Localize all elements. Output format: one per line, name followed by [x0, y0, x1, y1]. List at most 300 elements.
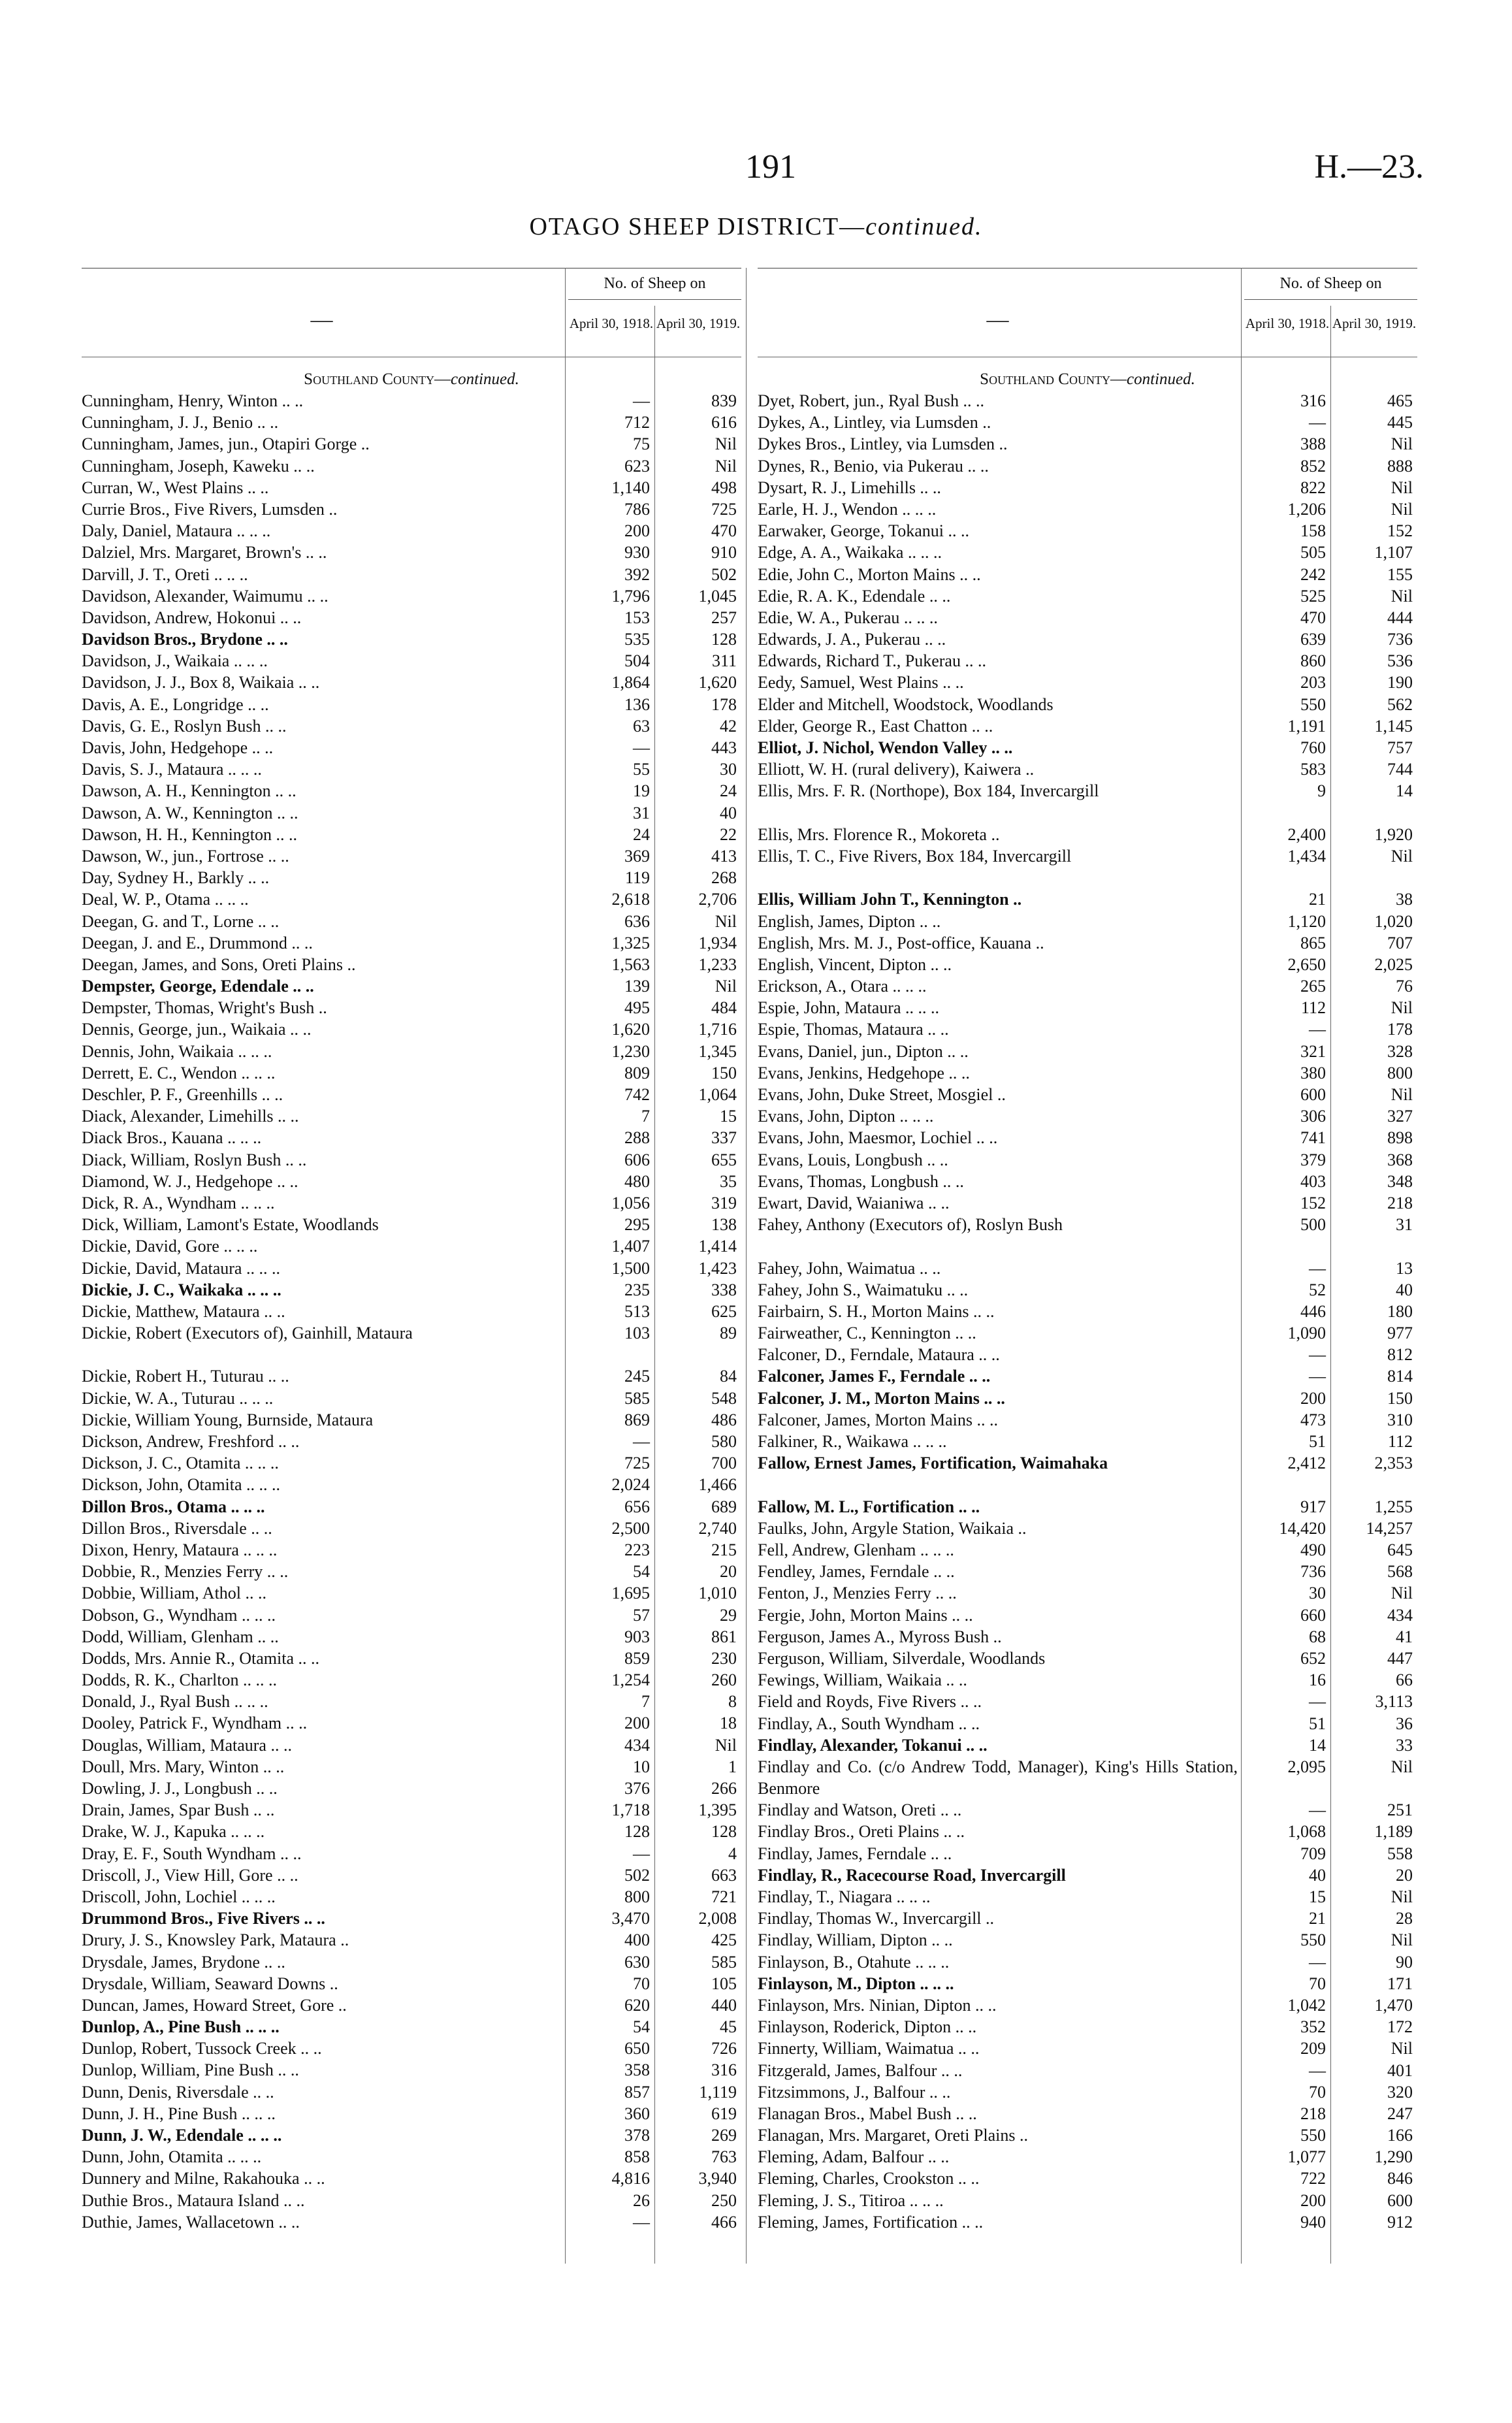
page-title — [0, 212, 1512, 241]
sheep-1919: 105 — [711, 1974, 737, 1993]
sheep-1918: 865 — [1300, 933, 1326, 952]
sheep-1919: 466 — [711, 2212, 737, 2232]
owner-name: Elliott, W. H. (rural delivery), Kaiwera .. — [758, 760, 1035, 779]
table-row — [758, 1192, 1417, 1214]
sheep-1919: 861 — [711, 1627, 737, 1646]
table-row — [758, 412, 1417, 433]
owner-name: Dykes Bros., Lintley, via Lumsden .. — [758, 434, 1008, 454]
table-row — [758, 1734, 1417, 1756]
owner-name: Espie, Thomas, Mataura .. .. — [758, 1020, 949, 1039]
table-row — [758, 1062, 1417, 1084]
page-number: 191 — [745, 148, 796, 186]
table-row — [82, 824, 741, 845]
name-column-header: — — [986, 308, 1009, 332]
sheep-1918: 473 — [1300, 1410, 1326, 1429]
sheep-1918: 736 — [1300, 1562, 1326, 1582]
sheep-1919: Nil — [1391, 1757, 1413, 1776]
sheep-1918: 2,400 — [1287, 824, 1326, 844]
sheep-1919: 619 — [711, 2104, 737, 2123]
owner-name: Fleming, Charles, Crookston .. .. — [758, 2169, 980, 2188]
sheep-1919: 445 — [1387, 413, 1413, 432]
owner-name: Dickie, J. C., Waikaka .. .. .. — [82, 1280, 281, 1299]
owner-name: Dickie, William Young, Burnside, Mataura — [82, 1410, 374, 1429]
table-row — [82, 1149, 741, 1171]
table-row — [82, 1258, 741, 1279]
sheep-1918: 112 — [1300, 998, 1326, 1018]
sheep-1918: 68 — [1309, 1627, 1326, 1646]
table-row — [758, 1713, 1417, 1734]
sheep-1919: 172 — [1387, 2017, 1413, 2037]
owner-name: Dunlop, A., Pine Bush .. .. .. — [82, 2017, 280, 2037]
sheep-1919: 251 — [1387, 1800, 1413, 1820]
table-row — [758, 694, 1417, 715]
table-row — [82, 2016, 741, 2038]
sheep-1918: 200 — [624, 1714, 650, 1733]
sheep-1919: 2,740 — [698, 1518, 737, 1538]
table-row — [82, 2211, 741, 2233]
sheep-1919: 35 — [720, 1171, 737, 1191]
table-row — [82, 1582, 741, 1604]
sheep-1919: 736 — [1387, 630, 1413, 649]
sheep-1918: 620 — [624, 1995, 650, 2015]
sheep-1919: 260 — [711, 1670, 737, 1690]
sheep-1918: 857 — [624, 2082, 650, 2102]
table-row — [82, 455, 741, 477]
sheep-1918: 245 — [624, 1367, 650, 1386]
owner-name: Evans, Daniel, jun., Dipton .. .. — [758, 1041, 969, 1061]
table-row — [82, 1994, 741, 2016]
table-row — [82, 1951, 741, 1973]
owner-name: Ferguson, William, Silverdale, Woodlands — [758, 1648, 1046, 1668]
table-row — [82, 2168, 741, 2189]
table-row — [82, 607, 741, 628]
owner-name: Dunn, J. W., Edendale .. .. .. — [82, 2126, 282, 2145]
sheep-1919: 814 — [1387, 1367, 1413, 1386]
sheep-1919: Nil — [715, 456, 737, 476]
owner-name: Findlay, Alexander, Tokanui .. .. — [758, 1735, 988, 1755]
sheep-1919: 912 — [1387, 2212, 1413, 2232]
sheep-1919: 1,045 — [698, 586, 737, 606]
table-row — [758, 455, 1417, 477]
sheep-1919: 689 — [711, 1497, 737, 1516]
sheep-1919: 178 — [711, 694, 737, 714]
sheep-1919: 443 — [711, 738, 737, 757]
table-row — [758, 2060, 1417, 2081]
table-row — [82, 888, 741, 910]
table-row — [82, 477, 741, 498]
name-column-header: — — [310, 308, 333, 332]
sheep-1919: 20 — [720, 1562, 737, 1582]
table-row — [82, 1041, 741, 1062]
sheep-1918: 288 — [624, 1128, 650, 1148]
owner-name: Dunn, J. H., Pine Bush .. .. .. — [82, 2104, 276, 2123]
sheep-1919: 3,940 — [698, 2169, 737, 2188]
table-row — [758, 2211, 1417, 2233]
table-row — [82, 1365, 741, 1387]
sheep-1918: 14,420 — [1279, 1518, 1326, 1538]
table-row — [758, 1886, 1417, 1908]
sheep-1918: 158 — [1300, 521, 1326, 541]
owner-name: Dunlop, William, Pine Bush .. .. — [82, 2060, 299, 2080]
owner-name: Dobbie, R., Menzies Ferry .. .. — [82, 1562, 289, 1582]
sheep-1918: 800 — [624, 1887, 650, 1906]
table-row — [82, 1734, 741, 1756]
owner-name: Dunn, John, Otamita .. .. .. — [82, 2147, 262, 2167]
sheep-1919: 14,257 — [1366, 1518, 1413, 1538]
sheep-1918: 223 — [624, 1540, 650, 1559]
owner-name: Dickson, J. C., Otamita .. .. .. — [82, 1454, 279, 1473]
sheep-1919: 977 — [1387, 1324, 1413, 1343]
sheep-1918: 1,077 — [1287, 2147, 1326, 2167]
sheep-1919: 2,008 — [698, 1909, 737, 1928]
table-row — [758, 997, 1417, 1018]
table-row — [758, 1929, 1417, 1951]
table-row — [758, 1669, 1417, 1691]
owner-name: English, Mrs. M. J., Post-office, Kauana .. — [758, 933, 1044, 952]
sheep-1918: 70 — [633, 1974, 650, 1993]
owner-name: Derrett, E. C., Wendon .. .. .. — [82, 1063, 276, 1082]
sheep-1919: 4 — [728, 1844, 737, 1863]
left-table-header — [82, 268, 741, 357]
sheep-1918: 1,434 — [1287, 846, 1326, 866]
sheep-1918: 786 — [624, 499, 650, 519]
table-row — [82, 1799, 741, 1821]
owner-name: Findlay and Co. (c/o Andrew Todd, Manager), King's Hills Station, Benmore — [758, 1757, 1238, 1798]
table-row — [82, 1409, 741, 1431]
owner-name: Deschler, P. F., Greenhills .. .. — [82, 1085, 283, 1104]
owner-name: Evans, Louis, Longbush .. .. — [758, 1150, 948, 1169]
sheep-1919: 548 — [711, 1388, 737, 1408]
sheep-1919: 8 — [728, 1692, 737, 1712]
sheep-1919: 319 — [711, 1193, 737, 1212]
sheep-1919: 30 — [720, 760, 737, 779]
sheep-1919: Nil — [1391, 1930, 1413, 1950]
sheep-1919: 218 — [1387, 1193, 1413, 1212]
sheep-1918: 200 — [1300, 1388, 1326, 1408]
sheep-1918: 376 — [624, 1779, 650, 1798]
sheep-1918: 30 — [1309, 1584, 1326, 1603]
year-1918-header: April 30, 1918. — [1245, 316, 1330, 331]
table-row — [758, 1691, 1417, 1712]
sheep-1919: 178 — [1387, 1020, 1413, 1039]
sheep-1918: 860 — [1300, 651, 1326, 671]
sheep-1918: 7 — [641, 1107, 650, 1126]
owner-name: Edie, John C., Morton Mains .. .. — [758, 564, 981, 584]
right-section-title — [758, 357, 1417, 390]
owner-name: Fendley, James, Ferndale .. .. — [758, 1562, 955, 1582]
owner-name: Dempster, Thomas, Wright's Bush .. — [82, 998, 327, 1018]
sheep-1918: 26 — [633, 2190, 650, 2210]
owner-name: Davis, G. E., Roslyn Bush .. .. — [82, 716, 287, 736]
column-rule — [746, 268, 747, 2264]
sheep-1919: 1,470 — [1374, 1995, 1413, 2015]
sheep-1918: 1,407 — [611, 1237, 650, 1256]
sheep-1919: 910 — [711, 543, 737, 562]
sheep-1918: 852 — [1300, 456, 1326, 476]
sheep-1918: 9 — [1317, 781, 1326, 801]
sheep-1919: 645 — [1387, 1540, 1413, 1559]
sheep-1919: 180 — [1387, 1301, 1413, 1321]
table-row — [82, 1604, 741, 1626]
table-row — [82, 1235, 741, 1257]
table-row — [82, 1388, 741, 1409]
sheep-1919: 328 — [1387, 1041, 1413, 1061]
table-row — [82, 1518, 741, 1539]
table-row — [82, 1127, 741, 1148]
sheep-1918: 392 — [624, 564, 650, 584]
sheep-1918: 54 — [633, 1562, 650, 1582]
owner-name: Dawson, W., jun., Fortrose .. .. — [82, 846, 289, 866]
sheep-1918: 352 — [1300, 2017, 1326, 2037]
sheep-1919: 585 — [711, 1952, 737, 1972]
sheep-1918: 903 — [624, 1627, 650, 1646]
table-row — [758, 1322, 1417, 1344]
owner-name: Fallow, M. L., Fortification .. .. — [758, 1497, 980, 1516]
table-row — [82, 1864, 741, 1886]
sheep-1919: 1,414 — [698, 1237, 737, 1256]
sheep-1918: — — [633, 738, 650, 757]
owner-name: Ellis, William John T., Kennington .. — [758, 890, 1022, 909]
table-row — [82, 997, 741, 1018]
sheep-1919: 580 — [711, 1432, 737, 1452]
table-row — [758, 1409, 1417, 1431]
sheep-1919: 1,064 — [698, 1085, 737, 1104]
owner-name: Fairweather, C., Kennington .. .. — [758, 1324, 976, 1343]
sheep-1919: 1,020 — [1374, 911, 1413, 931]
table-row — [758, 1951, 1417, 1973]
sheep-1919: Nil — [715, 1735, 737, 1755]
owner-name: Daly, Daniel, Mataura .. .. .. — [82, 521, 271, 541]
table-row — [758, 1452, 1417, 1495]
table-row — [758, 1279, 1417, 1301]
owner-name: Dickie, David, Gore .. .. .. — [82, 1237, 258, 1256]
sheep-1918: 1,120 — [1287, 911, 1326, 931]
sheep-1919: 155 — [1387, 564, 1413, 584]
sheep-1918: 209 — [1300, 2039, 1326, 2058]
owner-name: Flanagan, Mrs. Margaret, Oreti Plains .. — [758, 2126, 1028, 2145]
sheep-1918: 24 — [633, 824, 650, 844]
table-row — [758, 1908, 1417, 1929]
sheep-1919: 568 — [1387, 1562, 1413, 1582]
document-reference: H.—23. — [1314, 148, 1424, 186]
owner-name: Dawson, A. H., Kennington .. .. — [82, 781, 297, 801]
owner-name: Findlay, A., South Wyndham .. .. — [758, 1714, 980, 1733]
right-table-header — [758, 268, 1417, 357]
sheep-1919: 22 — [720, 824, 737, 844]
sheep-1918: 650 — [624, 2039, 650, 2058]
table-row — [82, 1929, 741, 1951]
sheep-1919: 616 — [711, 413, 737, 432]
sheep-1918: 55 — [633, 760, 650, 779]
table-row — [758, 1843, 1417, 1864]
sheep-1918: 1,191 — [1287, 716, 1326, 736]
sheep-1919: 320 — [1387, 2082, 1413, 2102]
sheep-1919: 138 — [711, 1215, 737, 1235]
table-row — [758, 564, 1417, 585]
sheep-1919: 725 — [711, 499, 737, 519]
sheep-1919: 444 — [1387, 608, 1413, 627]
owner-name: Field and Royds, Five Rivers .. .. — [758, 1692, 982, 1712]
sheep-1919: 310 — [1387, 1410, 1413, 1429]
sheep-1918: 1,620 — [611, 1020, 650, 1039]
owner-name: Dyet, Robert, jun., Ryal Bush .. .. — [758, 391, 985, 410]
sheep-1918: 265 — [1300, 977, 1326, 996]
sheep-1918: 722 — [1300, 2169, 1326, 2188]
table-row — [82, 2081, 741, 2103]
owner-name: Dick, William, Lamont's Estate, Woodlands — [82, 1215, 379, 1235]
sheep-1918: 1,325 — [611, 933, 650, 952]
table-row — [82, 1539, 741, 1561]
table-row — [758, 2190, 1417, 2211]
sheep-1918: 636 — [624, 911, 650, 931]
sheep-1918: 15 — [1309, 1887, 1326, 1907]
owner-name: Dooley, Patrick F., Wyndham .. .. — [82, 1714, 308, 1733]
sheep-1918: 1,230 — [611, 1041, 650, 1061]
sheep-1919: 316 — [711, 2060, 737, 2080]
sheep-1919: 888 — [1387, 456, 1413, 476]
sheep-1918: 550 — [1300, 2126, 1326, 2145]
sheep-1919: 2,353 — [1374, 1454, 1413, 1473]
table-row — [758, 1518, 1417, 1539]
owner-name: Dennis, John, Waikaia .. .. .. — [82, 1041, 272, 1061]
owner-name: Darvill, J. T., Oreti .. .. .. — [82, 564, 248, 584]
sheep-1919: 440 — [711, 1995, 737, 2015]
sheep-1918: 295 — [624, 1215, 650, 1235]
owner-name: Dray, E. F., South Wyndham .. .. — [82, 1844, 302, 1863]
table-row — [758, 2168, 1417, 2189]
owner-name: Edie, R. A. K., Edendale .. .. — [758, 586, 951, 606]
owner-name: Fahey, John, Waimatua .. .. — [758, 1258, 941, 1278]
sheep-count-header: No. of Sheep on — [568, 275, 741, 300]
table-row — [82, 2103, 741, 2124]
table-row — [82, 1669, 741, 1691]
sheep-1918: 203 — [1300, 673, 1326, 692]
sheep-1918: 136 — [624, 694, 650, 714]
owner-name: Evans, John, Dipton .. .. .. — [758, 1107, 934, 1126]
owner-name: Fergie, John, Morton Mains .. .. — [758, 1605, 973, 1625]
left-section-title — [82, 357, 741, 390]
owner-name: Findlay, R., Racecourse Road, Invercargill — [758, 1865, 1066, 1885]
table-row — [758, 498, 1417, 520]
table-row — [82, 2059, 741, 2081]
sheep-1918: 10 — [633, 1757, 650, 1776]
sheep-1919: 1,395 — [698, 1800, 737, 1820]
sheep-1918: 504 — [624, 651, 650, 671]
table-row — [82, 520, 741, 542]
table-row — [82, 1756, 741, 1778]
owner-name: Falconer, D., Ferndale, Mataura .. .. — [758, 1345, 1000, 1365]
sheep-1919: 839 — [711, 391, 737, 410]
sheep-1919: 42 — [720, 716, 737, 736]
table-row — [758, 607, 1417, 628]
sheep-1918: 470 — [1300, 608, 1326, 627]
table-row — [82, 1691, 741, 1712]
sheep-1918: 525 — [1300, 586, 1326, 606]
owner-name: Dickson, Andrew, Freshford .. .. — [82, 1432, 300, 1452]
owner-name: Flanagan Bros., Mabel Bush .. .. — [758, 2104, 977, 2123]
table-row — [82, 1712, 741, 1734]
owner-name: Dickson, John, Otamita .. .. .. — [82, 1475, 281, 1495]
sheep-1919: 800 — [1387, 1063, 1413, 1082]
table-row — [82, 2190, 741, 2211]
table-row — [82, 1171, 741, 1192]
owner-name: Dykes, A., Lintley, via Lumsden .. — [758, 413, 991, 432]
sheep-1919: 536 — [1387, 651, 1413, 671]
sheep-1919: 1,934 — [698, 933, 737, 952]
table-row — [758, 1539, 1417, 1561]
table-row — [82, 650, 741, 672]
owner-name: Diack, Alexander, Limehills .. .. — [82, 1107, 299, 1126]
table-row — [82, 1474, 741, 1495]
sheep-1919: Nil — [1391, 2039, 1413, 2058]
sheep-1919: 230 — [711, 1648, 737, 1668]
sheep-1918: 869 — [624, 1410, 650, 1429]
table-row — [758, 1149, 1417, 1171]
sheep-1918: 63 — [633, 716, 650, 736]
sheep-1919: 562 — [1387, 694, 1413, 714]
sheep-1919: Nil — [1391, 499, 1413, 519]
table-row — [82, 672, 741, 693]
table-row — [82, 802, 741, 824]
sheep-1918: 200 — [624, 521, 650, 541]
sheep-1919: 663 — [711, 1865, 737, 1885]
sheep-1918: 218 — [1300, 2104, 1326, 2123]
sheep-1918: 630 — [624, 1952, 650, 1972]
table-row — [758, 1431, 1417, 1452]
owner-name: Diack, William, Roslyn Bush .. .. — [82, 1150, 307, 1169]
sheep-1918: 1,090 — [1287, 1324, 1326, 1343]
sheep-1919: 311 — [711, 651, 737, 671]
sheep-1919: 1,290 — [1374, 2147, 1413, 2167]
sheep-1919: 90 — [1396, 1952, 1413, 1972]
sheep-1918: 31 — [633, 803, 650, 822]
column-rule — [1241, 268, 1242, 2264]
sheep-1919: 413 — [711, 846, 737, 866]
sheep-1918: 21 — [1309, 1909, 1326, 1928]
sheep-1919: 1,423 — [698, 1258, 737, 1278]
table-row — [82, 542, 741, 563]
year-1919-header: April 30, 1919. — [1332, 316, 1417, 331]
owner-name: Davidson Bros., Brydone .. .. — [82, 630, 288, 649]
sheep-1919: 31 — [1396, 1215, 1413, 1235]
owner-name: Elder and Mitchell, Woodstock, Woodlands — [758, 694, 1054, 714]
owner-name: Davis, S. J., Mataura .. .. .. — [82, 760, 262, 779]
table-row — [758, 520, 1417, 542]
owner-name: Findlay, Thomas W., Invercargill .. — [758, 1909, 995, 1928]
sheep-1919: 1,107 — [1374, 543, 1413, 562]
sheep-1918: 652 — [1300, 1648, 1326, 1668]
sheep-1919: 502 — [711, 564, 737, 584]
sheep-1918: 660 — [1300, 1605, 1326, 1625]
table-row — [758, 824, 1417, 845]
sheep-1919: 898 — [1387, 1128, 1413, 1148]
owner-name: Drummond Bros., Five Rivers .. .. — [82, 1909, 325, 1928]
sheep-1919: 846 — [1387, 2169, 1413, 2188]
section-title: Southland County— — [980, 370, 1127, 388]
sheep-1918: 639 — [1300, 630, 1326, 649]
sheep-1919: 20 — [1396, 1865, 1413, 1885]
sheep-1919: 150 — [1387, 1388, 1413, 1408]
owner-name: Dunnery and Milne, Rakahouka .. .. — [82, 2169, 325, 2188]
sheep-1919: 625 — [711, 1301, 737, 1321]
sheep-1918: — — [1309, 1952, 1326, 1972]
table-row — [758, 2103, 1417, 2124]
sheep-1919: 40 — [1396, 1280, 1413, 1299]
sheep-1919: 348 — [1387, 1171, 1413, 1191]
sheep-1919: 338 — [711, 1280, 737, 1299]
owner-name: Drain, James, Spar Bush .. .. — [82, 1800, 275, 1820]
sheep-1918: 505 — [1300, 543, 1326, 562]
